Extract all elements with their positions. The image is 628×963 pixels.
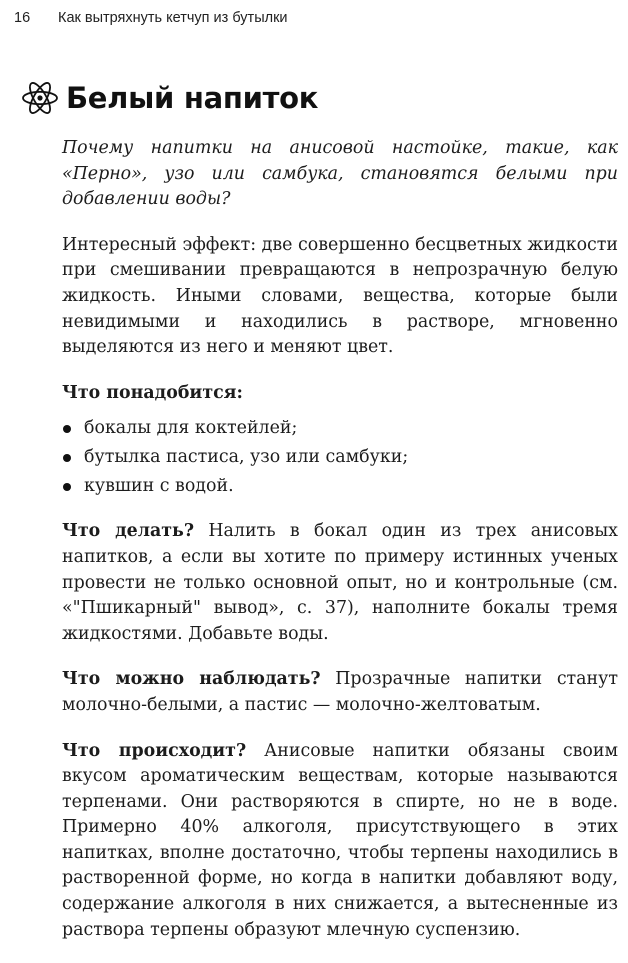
todo-text: Налить в бокал один из трех анисовых напитков, а если вы хотите по примеру истинных ученых провести не только основной опыт, но и контрольные (см. «"Пшикарный" вывод», с. 37), наполните бокалы тремя жидкостями. Добавьте воды. [62, 521, 618, 644]
page-number: 16 [14, 10, 31, 26]
explain-label: Что происходит? [62, 740, 247, 761]
intro-question: Почему напитки на анисовой настойке, такие, как «Перно», узо или самбука, становятся белыми при добавлении воды? [62, 138, 618, 210]
todo-paragraph [62, 519, 618, 647]
list-item: бутылка пастиса, узо или самбуки; [62, 443, 618, 472]
observe-label: Что можно наблюдать? [62, 669, 321, 690]
needs-label: Что понадобится: [62, 382, 243, 403]
intro-text: Интересный эффект: две совершенно бесцветных жидкости при смешивании превращаются в непрозрачную белую жидкость. Иными словами, вещества, которые были невидимыми и находились в растворе, мгновенно выделяются из него и меняют цвет. [62, 234, 618, 358]
section-heading [20, 78, 318, 118]
running-head [14, 10, 288, 26]
section-title: Белый напиток [66, 81, 319, 115]
list-item: бокалы для коктейлей; [62, 414, 618, 443]
todo-label: Что делать? [62, 521, 195, 542]
explain-paragraph [62, 739, 618, 944]
article-body [62, 136, 618, 963]
needs-heading [62, 381, 618, 407]
explain-text: Анисовые напитки обязаны своим вкусом ароматическим веществам, которые называются терпенами. Они растворяются в спирте, но не в воде. Примерно 40% алкоголя, присутствующего в этих напитках, вполне достаточно, чтобы терпены находились в растворенной форме, но когда в напитки добавляют воду, содержание алкоголя в них снижается, а вытесненные из раствора терпены образуют млечную суспензию. [62, 740, 619, 940]
observe-text: Прозрачные напитки станут молочно-белыми, а пастис — молочно-желтоватым. [62, 669, 618, 715]
observe-paragraph [62, 667, 618, 718]
atom-icon [20, 78, 60, 118]
needs-list [62, 414, 618, 501]
list-item: кувшин с водой. [62, 472, 618, 501]
book-title: Как вытряхнуть кетчуп из бутылки [58, 10, 288, 26]
